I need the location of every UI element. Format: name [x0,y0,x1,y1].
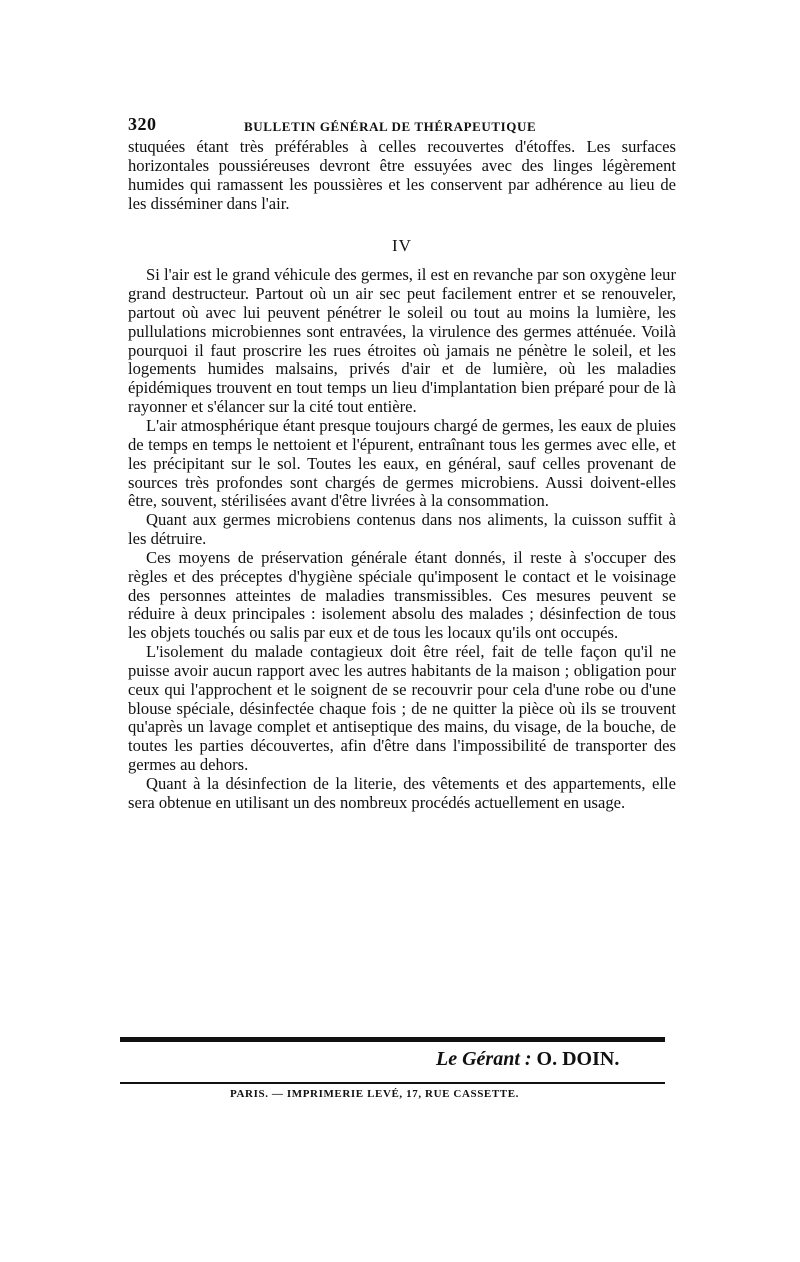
continuation-paragraph: stuquées étant très préférables à celles recouvertes d'étoffes. Les surfaces horizontales poussiéreuses devront être essuyées avec des linges légèrement humides qui ramassent les poussières et les conservent par adhérence au lieu de les disséminer dans l'air. [128,137,676,213]
footer-rule-thick [120,1037,665,1042]
paragraph: L'isolement du malade contagieux doit être réel, fait de telle façon qu'il ne puisse avoir aucun rapport avec les autres habitants de la maison ; obligation pour ceux qui l'approchent et le soignent de se recouvrir pour cela d'une robe ou d'une blouse spéciale, désinfectée chaque fois ; de ne quitter la pièce où ils se trouvent qu'après un lavage complet et antiseptique des mains, du visage, de la bouche, de toutes les parties découvertes, afin d'être dans l'impossibilité de transporter des germes au dehors. [128,642,676,775]
running-head [128,112,676,138]
signature-name: O. DOIN. [536,1048,620,1070]
signature-label: Le Gérant : [436,1048,532,1070]
page-content [128,112,676,813]
page-number: 320 [128,114,157,134]
section-heading: IV [392,236,412,256]
paragraph: Quant à la désinfection de la literie, des vêtements et des appartements, elle sera obtenue en utilisant un des nombreux procédés actuellement en usage. [128,774,676,812]
footer-rule-thin [120,1082,665,1084]
paragraph: Si l'air est le grand véhicule des germes, il est en revanche par son oxygène leur grand destructeur. Partout où un air sec peut facilement entrer et se renouveler, partout où avec lui peuvent pénétrer le soleil ou tout au moins la lumière, les pullulations microbiennes sont entravées, la virulence des germes atténuée. Voilà pourquoi il faut proscrire les rues étroites où jamais ne pénètre le soleil, et les logements humides malsains, privés d'air et de lumière, où les maladies épidémiques trouvent en tout temps un lieu d'implantation bien préparé pour de là rayonner et s'élancer sur la cité tout entière. [128,265,676,417]
signature [436,1048,619,1071]
paragraph: L'air atmosphérique étant presque toujours chargé de germes, les eaux de pluies de temps en temps le nettoient et l'épurent, entraînant tous les germes avec elle, et les précipitant sur le sol. Toutes les eaux, en général, sauf celles provenant de sources très profondes sont chargés de germes microbiens. Aussi doivent-elles être, souvent, stérilisées avant d'être livrées à la consommation. [128,415,676,511]
body-text [128,138,676,813]
running-title: BULLETIN GÉNÉRAL DE THÉRAPEUTIQUE [244,119,537,134]
printer-imprint: PARIS. — IMPRIMERIE LEVÉ, 17, RUE CASSETTE. [230,1088,520,1100]
paragraph: Quant aux germes microbiens contenus dans nos aliments, la cuisson suffit à les détruire. [128,510,676,549]
paragraph: Ces moyens de préservation générale étant donnés, il reste à s'occuper des règles et des préceptes d'hygiène spéciale qu'imposent le contact et le voisinage des personnes atteintes de maladies transmissibles. Ces mesures peuvent se réduire à deux principales : isolement absolu des malades ; désinfection de tous les objets touchés ou salis par eux et de tous les locaux qu'ils ont occupés. [128,547,676,643]
